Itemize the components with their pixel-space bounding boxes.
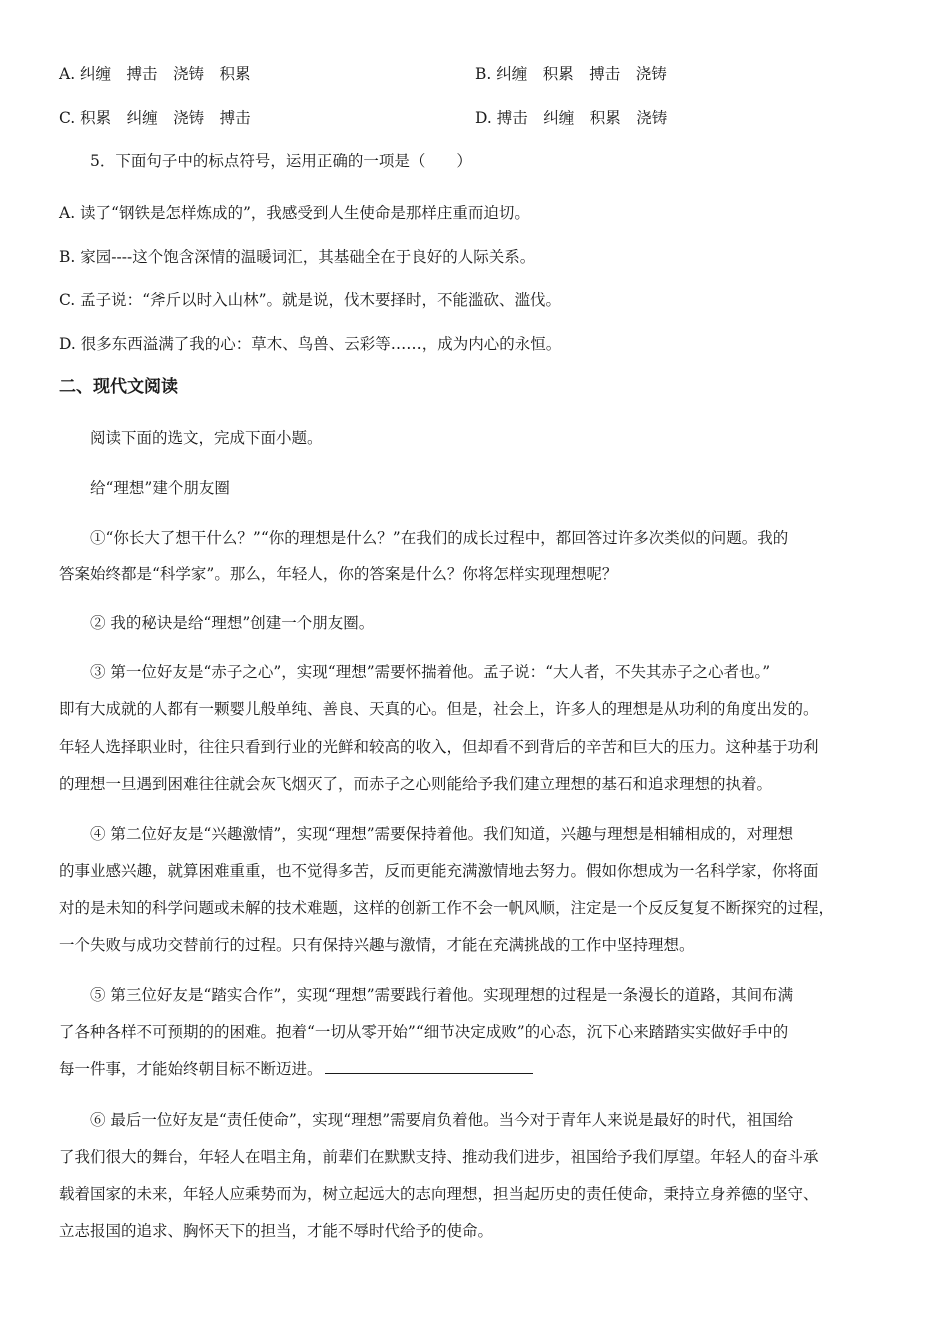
paragraph-4-line-2: 的事业感兴趣，就算困难重重，也不觉得多苦，反而更能充满激情地去努力。假如你想成为一名科学家，你将面: [59, 862, 819, 880]
paragraph-5-line-3: [59, 1059, 533, 1079]
q5-option-c: C. 孟子说：“斧斤以时入山林”。就是说，伐木要择时，不能滥砍、滥伐。: [59, 291, 562, 309]
reading-instruction: 阅读下面的选文，完成下面小题。: [90, 429, 323, 447]
article-title: 给“理想”建个朋友圈: [90, 479, 230, 497]
q4-option-d: D. 搏击 纠缠 积累 浇铸: [475, 109, 668, 127]
q4-option-a: A. 纠缠 搏击 浇铸 积累: [59, 65, 251, 83]
paragraph-3-line-2: 即有大成就的人都有一颗婴儿般单纯、善良、天真的心。但是，社会上，许多人的理想是从功利的角度出发的。: [59, 700, 819, 718]
paragraph-6-line-3: 载着国家的未来，年轻人应乘势而为，树立起远大的志向理想，担当起历史的责任使命，秉持立身养德的坚守、: [59, 1185, 819, 1203]
paragraph-6-line-2: 了我们很大的舞台，年轻人在唱主角，前辈们在默默支持、推动我们进步，祖国给予我们厚望。年轻人的奋斗承: [59, 1148, 819, 1166]
section-heading: 二、现代文阅读: [59, 377, 178, 397]
paragraph-2: ② 我的秘诀是给“理想”创建一个朋友圈。: [90, 614, 375, 632]
q5-option-d: D. 很多东西溢满了我的心：草木、鸟兽、云彩等……，成为内心的永恒。: [59, 335, 562, 353]
paragraph-6-line-1: ⑥ 最后一位好友是“责任使命”，实现“理想”需要肩负着他。当今对于青年人来说是最好的时代，祖国给: [90, 1111, 794, 1129]
paragraph-1-line-1: ①“你长大了想干什么？”“你的理想是什么？”在我们的成长过程中，都回答过许多次类似的问题。我的: [90, 529, 789, 547]
q4-option-c: C. 积累 纠缠 浇铸 搏击: [59, 109, 251, 127]
q4-option-b: B. 纠缠 积累 搏击 浇铸: [475, 65, 667, 83]
paragraph-3-line-4: 的理想一旦遇到困难往往就会灰飞烟灭了，而赤子之心则能给予我们建立理想的基石和追求理想的执着。: [59, 775, 773, 793]
paragraph-4-line-1: ④ 第二位好友是“兴趣激情”，实现“理想”需要保持着他。我们知道，兴趣与理想是相辅相成的，对理想: [90, 825, 794, 843]
paragraph-4-line-4: 一个失败与成功交替前行的过程。只有保持兴趣与激情，才能在充满挑战的工作中坚持理想。: [59, 936, 695, 954]
q5-stem: 5．下面句子中的标点符号，运用正确的一项是（ ）: [90, 152, 472, 170]
paragraph-5-line-1: ⑤ 第三位好友是“踏实合作”，实现“理想”需要践行着他。实现理想的过程是一条漫长的道路，其间布满: [90, 986, 794, 1004]
paragraph-6-line-4: 立志报国的追求、胸怀天下的担当，才能不辱时代给予的使命。: [59, 1222, 494, 1240]
paragraph-4-line-3: 对的是未知的科学问题或未解的技术难题，这样的创新工作不会一帆风顺，注定是一个反反复复不断探究的过程，: [59, 899, 835, 917]
q5-option-b: B. 家园----这个饱含深情的温暖词汇，其基础全在于良好的人际关系。: [59, 248, 536, 266]
paragraph-3-line-3: 年轻人选择职业时，往往只看到行业的光鲜和较高的收入，但却看不到背后的辛苦和巨大的压力。这种基于功利: [59, 738, 819, 756]
answer-blank[interactable]: [325, 1059, 533, 1074]
paragraph-3-line-1: ③ 第一位好友是“赤子之心”，实现“理想”需要怀揣着他。孟子说：“大人者，不失其赤子之心者也。”: [90, 663, 771, 681]
paragraph-5-line-3-text: 每一件事，才能始终朝目标不断迈进。: [59, 1060, 323, 1078]
paragraph-5-line-2: 了各种各样不可预期的的困难。抱着“一切从零开始”“细节决定成败”的心态，沉下心来踏踏实实做好手中的: [59, 1023, 789, 1041]
paragraph-1-line-2: 答案始终都是“科学家”。那么，年轻人，你的答案是什么？你将怎样实现理想呢？: [59, 565, 618, 583]
q5-option-a: A. 读了“钢铁是怎样炼成的”，我感受到人生使命是那样庄重而迫切。: [59, 204, 530, 222]
